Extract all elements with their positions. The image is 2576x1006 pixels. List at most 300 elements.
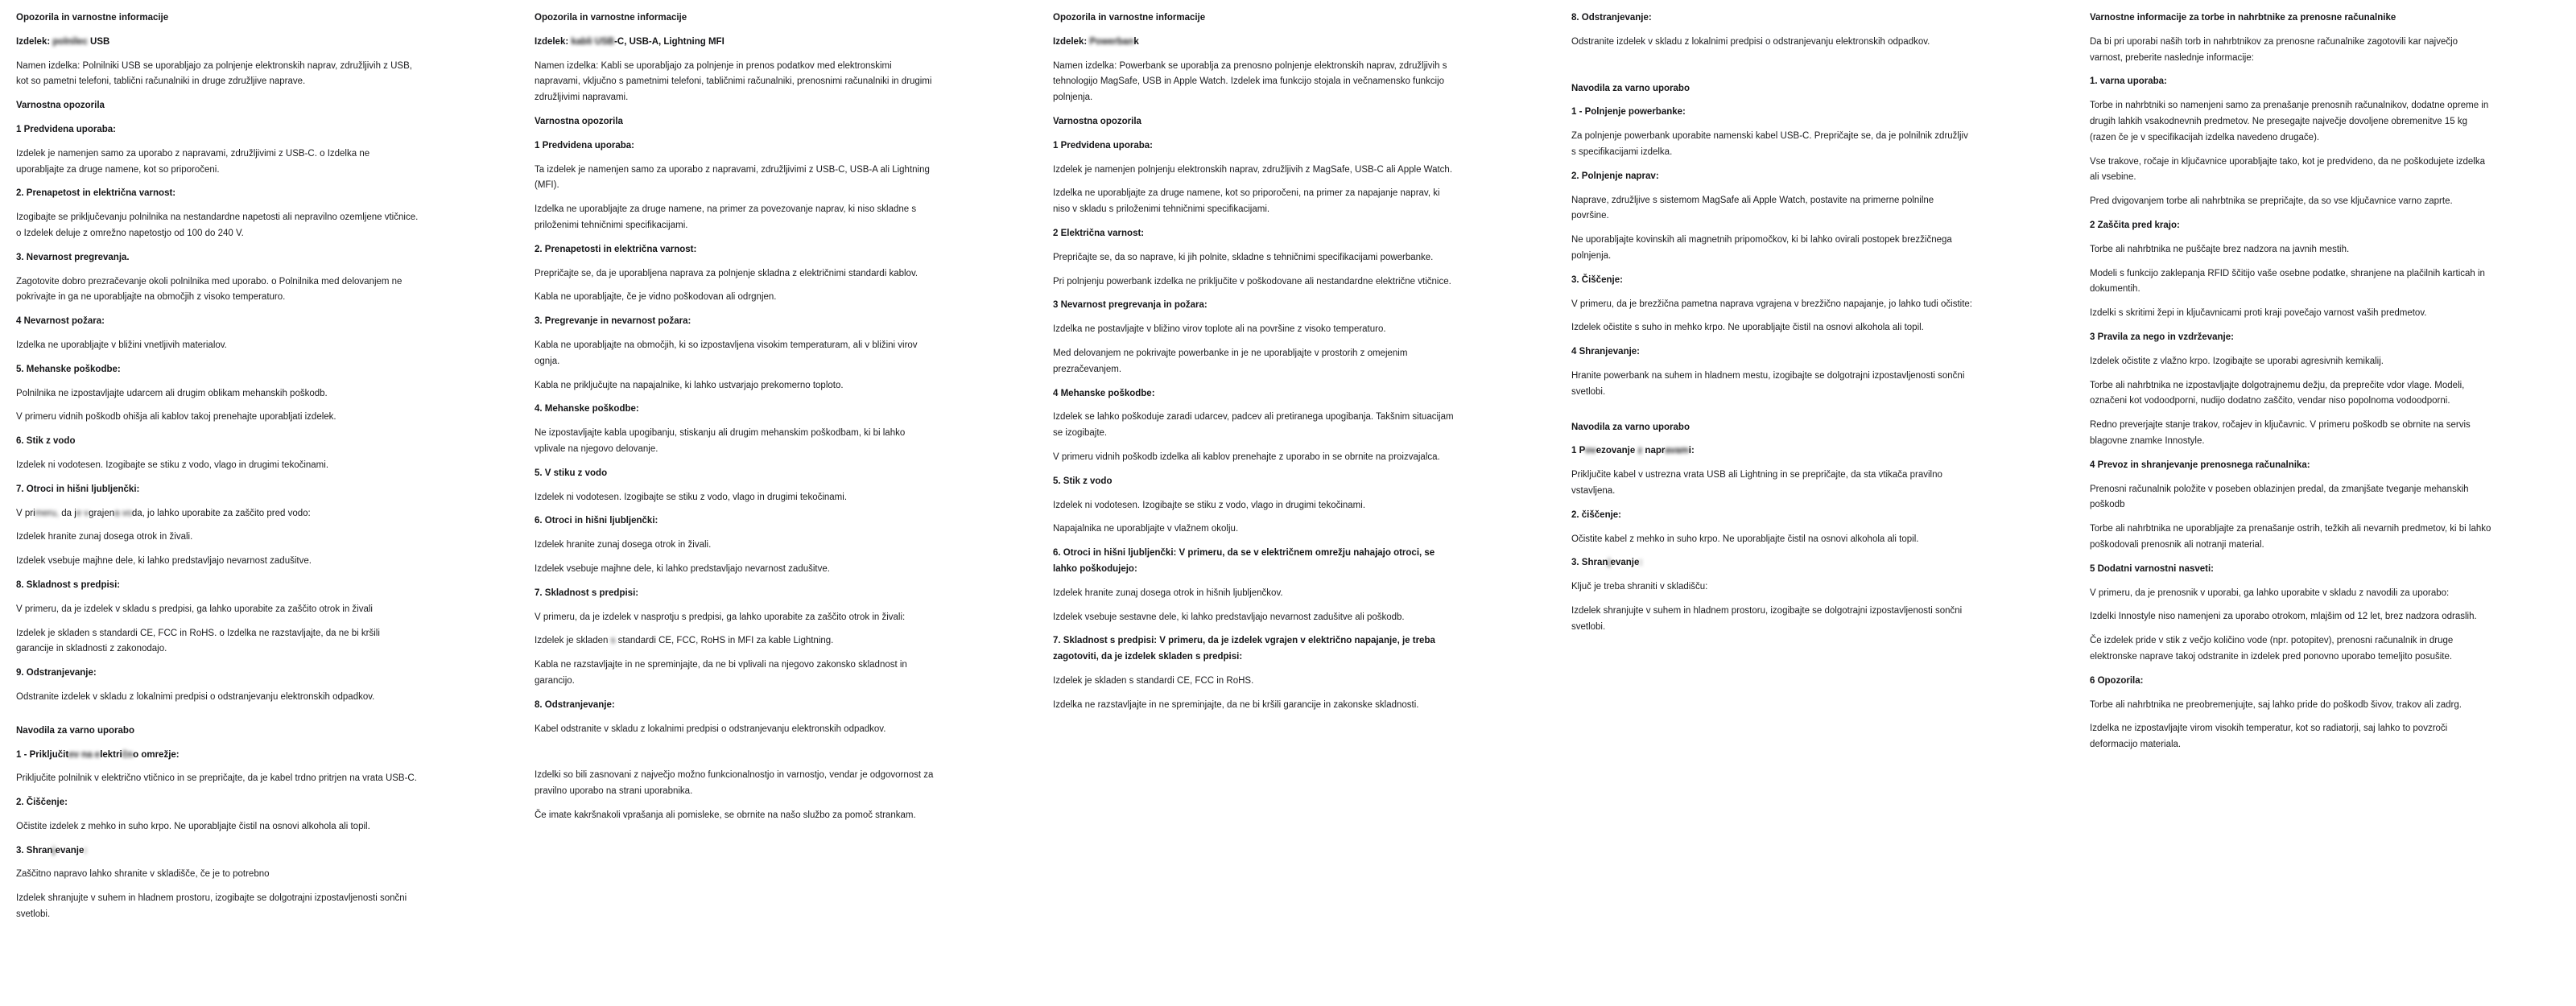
text-run: Ta izdelek je namenjen samo za uporabo z napravami, združljivimi z USB-C, USB-A ali Lightning (MFI). (535, 164, 930, 191)
text-run: Očistite izdelek z mehko in suho krpo. Ne uporabljajte čistil na osnovi alkohola ali topil. (16, 821, 370, 831)
paragraph (535, 722, 937, 738)
paragraph (16, 690, 419, 706)
paragraph (535, 610, 937, 626)
paragraph (2090, 242, 2492, 258)
text-run: Izdelek: (535, 36, 572, 47)
blurred-text: polnilec (52, 36, 88, 47)
text-run: -C, USB-A, Lightning MFI (614, 36, 724, 47)
section-heading (1053, 138, 1455, 155)
text-run: Izdelek očistite s suho in mehko krpo. Ne uporabljajte čistil na osnovi alkohola ali topil. (1571, 323, 1924, 333)
text-run: Izogibajte se priključevanju polnilnika na nestandardne napetosti ali nepravilno ozemljene vtičnice. o Izdelek deluje z omrežno napetostjo od 100 do 240 V. (16, 212, 419, 238)
paragraph (16, 410, 419, 426)
paragraph (1053, 498, 1455, 514)
section-heading (16, 122, 419, 138)
section-heading (16, 748, 419, 764)
text-run: Pri polnjenju powerbank izdelka ne priključite v poškodovane ali nestandardne električne vtičnice. (1053, 276, 1451, 287)
text-run: Izdelek hranite zunaj dosega otrok in hišnih ljubljenčkov. (1053, 588, 1283, 598)
text-run: 4 Shranjevanje: (1571, 347, 1641, 357)
paragraph (2090, 698, 2492, 714)
text-run: 3. Nevarnost pregrevanja. (16, 252, 130, 262)
paragraph (1571, 297, 1974, 313)
section-heading (535, 586, 937, 602)
text-run: Vse trakove, ročaje in ključavnice uporabljajte tako, kot je predvideno, da ne poškodujete izdelka ali vsebine. (2090, 156, 2485, 183)
text-run: Prepričajte se, da je uporabljena naprava za polnjenje skladna z električnimi standardi kablov. (535, 268, 919, 278)
section-heading (1571, 169, 1974, 185)
text-run: 2. Prenapetost in električna varnost: (16, 188, 176, 199)
text-run: V pri (16, 508, 35, 518)
text-run: 2. čiščenje: (1571, 509, 1622, 520)
text-run: grajen (89, 508, 115, 518)
blurred-text: avam (1665, 446, 1689, 456)
text-run: 8. Odstranjevanje: (1571, 13, 1652, 23)
text-run: 1 - Priključit (16, 749, 69, 760)
blurred-text: j (1608, 558, 1611, 568)
section-heading (535, 138, 937, 155)
text-run: Namen izdelka: Polnilniki USB se uporabljajo za polnjenje elektronskih naprav, združljivih z USB, kot so pametni telefoni, tablični računalniki in druge združljive naprave. (16, 60, 412, 87)
section-spacer (535, 745, 937, 768)
paragraph (535, 202, 937, 234)
paragraph (535, 490, 937, 506)
paragraph (2090, 586, 2492, 602)
text-run: Ne izpostavljajte kabla upogibanju, stiskanju ali drugim mehanskim poškodbam, ki bi lahko vplivale na njegovo delovanje. (535, 428, 906, 454)
section-heading (16, 666, 419, 682)
section-heading (2090, 10, 2492, 27)
text-run: Prepričajte se, da so naprave, ki jih polnite, skladne s tehničnimi specifikacijami powerbanke. (1053, 252, 1434, 262)
text-run: Izdelka ne uporabljajte za druge namene, na primer za povezovanje naprav, ki niso skladne s priloženimi tehničnimi specifikacijami. (535, 204, 917, 230)
paragraph (16, 554, 419, 570)
text-run: Varnostne informacije za torbe in nahrbtnike za prenosne računalnike (2090, 13, 2396, 23)
paragraph (2090, 721, 2492, 753)
paragraph (16, 602, 419, 618)
text-run: 1 Predvidena uporaba: (1053, 140, 1153, 150)
paragraph (16, 458, 419, 474)
text-run: Priključite kabel v ustrezna vrata USB ali Lightning in se prepričajte, da sta vtikača pravilno vstavljena. (1571, 470, 1942, 496)
paragraph (1053, 698, 1455, 714)
paragraph (1571, 233, 1974, 265)
paragraph (16, 891, 419, 923)
blurred-text: ev na e (68, 749, 101, 760)
section-heading (1571, 508, 1974, 524)
paragraph (2090, 418, 2492, 450)
text-run: 9. Odstranjevanje: (16, 668, 97, 678)
paragraph (535, 290, 937, 306)
text-run: Očistite kabel z mehko in suho krpo. Ne uporabljajte čistil na osnovi alkohola ali topil. (1571, 534, 1919, 544)
section-heading (1053, 226, 1455, 242)
text-run: Zaščitno napravo lahko shranite v skladišče, če je to potrebno (16, 869, 270, 880)
text-run: Izdelek shranjujte v suhem in hladnem prostoru, izogibajte se dolgotrajni izpostavljenosti sončni svetlobi. (16, 893, 407, 920)
blurred-text: : (1639, 558, 1643, 568)
paragraph (535, 59, 937, 106)
column-powerbank-instructions (1571, 10, 1974, 931)
paragraph (16, 626, 419, 658)
section-heading (1571, 344, 1974, 361)
section-heading (535, 402, 937, 418)
text-run: 8. Odstranjevanje: (535, 699, 615, 710)
section-heading (1053, 386, 1455, 402)
section-heading (1571, 81, 1974, 97)
text-run: Polnilnika ne izpostavljajte udarcem ali drugim oblikam mehanskih poškodb. (16, 388, 328, 398)
text-run: Namen izdelka: Kabli se uporabljajo za polnjenje in prenos podatkov med elektronskimi napravami, vključno s pametnimi telefoni, tabličnimi računalniki, prenosnimi računalniki in drugimi združljivimi napravami. (535, 60, 932, 103)
paragraph (1571, 532, 1974, 548)
section-heading (1571, 10, 1974, 27)
text-run: Hranite powerbank na suhem in hladnem mestu, izogibajte se dolgotrajni izpostavljenosti sončni svetlobi. (1571, 370, 1965, 397)
section-heading (16, 482, 419, 498)
section-heading (16, 250, 419, 266)
blurred-text: : (84, 845, 88, 856)
text-run: Torbe ali nahrbtnika ne puščajte brez nadzora na javnih mestih. (2090, 244, 2350, 254)
text-run: Izdelek je skladen s standardi CE, FCC in RoHS. (1053, 675, 1254, 686)
text-run: Navodila za varno uporabo (16, 725, 134, 736)
text-run: 2. Prenapetosti in električna varnost: (535, 244, 697, 254)
text-run: Izdelek hranite zunaj dosega otrok in živali. (16, 532, 193, 542)
text-run: Izdelka ne izpostavljajte virom visokih temperatur, kot so radiatorji, saj lahko to povzroči deformacijo materiala. (2090, 724, 2448, 750)
paragraph (1571, 193, 1974, 225)
text-run: i: (1688, 446, 1695, 456)
text-run: Izdelek: (16, 36, 53, 47)
text-run: Izdelek očistite z vlažno krpo. Izogibajte se uporabi agresivnih kemikalij. (2090, 356, 2384, 366)
text-run: 3. Pregrevanje in nevarnost požara: (535, 316, 691, 327)
blurred-text: čn (122, 749, 134, 760)
section-heading (16, 362, 419, 378)
section-heading (1053, 10, 1455, 27)
text-run: Izdelek ni vodotesen. Izogibajte se stiku z vodo, vlago in drugimi tekočinami. (16, 460, 329, 470)
section-heading (16, 314, 419, 330)
text-run: Napajalnika ne uporabljajte v vlažnem okolju. (1053, 524, 1239, 534)
section-heading (1053, 298, 1455, 314)
paragraph (2090, 35, 2492, 67)
text-run: Izdelki Innostyle niso namenjeni za uporabo otrokom, mlajšim od 12 let, brez nadzora odraslih. (2090, 612, 2477, 622)
text-run: Varnostna opozorila (1053, 116, 1141, 126)
text-run: 4 Mehanske poškodbe: (1053, 388, 1155, 398)
paragraph (16, 338, 419, 354)
text-run: standardi CE, FCC, RoHS in MFI za kable Lightning. (617, 636, 834, 646)
text-run: 5. Stik z vodo (1053, 476, 1113, 486)
text-run: Kabla ne uporabljajte, če je vidno poškodovan ali odrgnjen. (535, 292, 777, 303)
section-heading (16, 10, 419, 27)
section-heading (1053, 546, 1455, 578)
blurred-text: ov (1585, 446, 1596, 456)
text-run: 3. Shran (16, 845, 53, 856)
text-run: Namen izdelka: Powerbank se uporablja za prenosno polnjenje elektronskih naprav, združljivih s tehnologijo MagSafe, USB in Apple Watch. Izdelek ima funkcijo stojala in večnamensko funkcijo polnjenja. (1053, 60, 1447, 103)
text-run: 1 P (1571, 446, 1586, 456)
text-run: Izdelek shranjujte v suhem in hladnem prostoru, izogibajte se dolgotrajni izpostavljenosti sončni svetlobi. (1571, 605, 1963, 632)
paragraph (535, 538, 937, 554)
text-run: Navodila za varno uporabo (1571, 83, 1690, 93)
paragraph (1053, 163, 1455, 179)
blurred-text: Powerban (1089, 36, 1134, 47)
text-run: 4 Prevoz in shranjevanje prenosnega računalnika: (2090, 460, 2310, 470)
section-heading (1053, 474, 1455, 490)
text-run: Izdelek je namenjen samo za uporabo z napravami, združljivimi z USB-C. o Izdelka ne uporabljajte za druge namene, kot so priporočeni. (16, 148, 370, 175)
paragraph (1571, 35, 1974, 51)
paragraph (16, 59, 419, 91)
text-run: V primeru, da je prenosnik v uporabi, ga lahko uporabite v skladu z navodili za uporabo: (2090, 588, 2450, 598)
section-heading (535, 242, 937, 258)
section-heading (535, 513, 937, 530)
text-run: Izdelek je namenjen polnjenju elektronskih naprav, združljivih z MagSafe, USB-C ali Apple Watch. (1053, 164, 1453, 175)
text-run: Odstranite izdelek v skladu z lokalnimi predpisi o odstranjevanju elektronskih odpadkov. (16, 691, 375, 702)
section-heading (1571, 105, 1974, 121)
section-heading (2090, 74, 2492, 90)
column-usb-charger-warnings (16, 10, 419, 931)
text-run: Ne uporabljajte kovinskih ali magnetnih pripomočkov, ki bi lahko ovirali postopek brezžičnega polnjenja. (1571, 235, 1952, 261)
section-heading (16, 35, 419, 51)
paragraph (535, 808, 937, 824)
section-spacer (1571, 59, 1974, 81)
section-heading (16, 578, 419, 594)
text-run: Torbe in nahrbtniki so namenjeni samo za prenašanje prenosnih računalnikov, dodatne opreme in drugih lahkih vsakodnevnih predmetov. Ne presegajte največje dovoljene obremenitve 15 kg (razen če je v specifikacijah izdelka navedeno drugače). (2090, 101, 2489, 142)
text-run: 6. Stik z vodo (16, 436, 76, 447)
section-spacer (16, 714, 419, 724)
text-run: 6 Opozorila: (2090, 675, 2144, 686)
paragraph (16, 771, 419, 787)
section-heading (1053, 633, 1455, 666)
paragraph (535, 562, 937, 578)
text-run: 1 - Polnjenje powerbanke: (1571, 107, 1686, 118)
text-run: Priključite polnilnik v električno vtičnico in se prepričajte, da je kabel trdno pritrjen na vrata USB-C. (16, 773, 417, 784)
text-run: Navodila za varno uporabo (1571, 422, 1690, 432)
paragraph (1053, 346, 1455, 378)
text-run: Varnostna opozorila (535, 116, 623, 126)
paragraph (1053, 59, 1455, 106)
text-run: 7. Skladnost s predpisi: V primeru, da je izdelek vgrajen v električno napajanje, je treba zagotoviti, da je izdelek skladen s predpisi: (1053, 636, 1435, 662)
section-heading (16, 724, 419, 740)
text-run: 1 Predvidena uporaba: (16, 124, 116, 134)
column-cables-warnings (535, 10, 937, 931)
text-run: Izdelka ne postavljajte v bližino virov toplote ali na površine z visoko temperaturo. (1053, 324, 1386, 335)
paragraph (16, 146, 419, 179)
text-run: Če imate kakršnakoli vprašanja ali pomisleke, se obrnite na našo službo za pomoč strankam. (535, 810, 916, 820)
section-heading (16, 98, 419, 114)
text-run: V primeru vidnih poškodb ohišja ali kablov takoj prenehajte uporabljati izdelek. (16, 412, 336, 423)
paragraph (535, 163, 937, 195)
text-run: Opozorila in varnostne informacije (16, 13, 169, 23)
section-heading (2090, 458, 2492, 474)
section-heading (2090, 218, 2492, 234)
text-run: Izdelka ne uporabljajte za druge namene, kot so priporočeni, na primer za napajanje naprav, ki niso v skladu s priloženimi tehničnimi specifikacijami. (1053, 188, 1440, 215)
text-run: Izdelek ni vodotesen. Izogibajte se stiku z vodo, vlago in drugimi tekočinami. (1053, 500, 1366, 510)
text-run: Torbe ali nahrbtnika ne uporabljajte za prenašanje ostrih, težkih ali nevarnih predmetov, ki bi lahko poškodovali prenosnik ali notranji material. (2090, 524, 2491, 550)
section-spacer (1571, 409, 1974, 420)
text-run: Ključ je treba shraniti v skladišču: (1571, 582, 1708, 592)
text-run: Izdelek vsebuje majhne dele, ki lahko predstavljajo nevarnost zadušitve. (535, 563, 830, 574)
column-powerbank-warnings (1053, 10, 1455, 931)
paragraph (16, 386, 419, 402)
section-heading (16, 186, 419, 202)
text-run: 1 Predvidena uporaba: (535, 140, 634, 150)
text-run: evanje (55, 845, 85, 856)
text-run: Med delovanjem ne pokrivajte powerbanke in je ne uporabljajte v prostorih z omejenim prezračevanjem. (1053, 348, 1408, 374)
section-heading (535, 10, 937, 27)
paragraph (16, 506, 419, 522)
text-run: Izdelek: (1053, 36, 1090, 47)
text-run: Če izdelek pride v stik z večjo količino vode (npr. potopitev), prenosni računalnik in druge elektronske naprave takoj odstranite in izdelek pred ponovno uporabo temeljito posušite. (2090, 636, 2454, 662)
paragraph (2090, 155, 2492, 187)
text-run: Torbe ali nahrbtnika ne preobremenjujte, saj lahko pride do poškodb šivov, trakov ali zadrg. (2090, 699, 2462, 710)
text-run: 5. Mehanske poškodbe: (16, 364, 121, 374)
blurred-text: a vo (114, 508, 132, 518)
section-heading (535, 35, 937, 51)
text-run: 5. V stiku z vodo (535, 468, 608, 478)
section-heading (535, 114, 937, 130)
paragraph (1053, 250, 1455, 266)
paragraph (535, 266, 937, 282)
paragraph (1053, 410, 1455, 442)
text-run: Prenosni računalnik položite v poseben oblazinjen predal, da zmanjšate tveganje mehanskih poškodb (2090, 484, 2469, 510)
paragraph (2090, 354, 2492, 370)
text-run: 5 Dodatni varnostni nasveti: (2090, 563, 2215, 574)
paragraph (2090, 609, 2492, 625)
paragraph (1571, 369, 1974, 401)
paragraph (2090, 633, 2492, 666)
text-run: Izdelki so bili zasnovani z največjo možno funkcionalnostjo in varnostjo, vendar je odgovornost za pravilno uporabo na strani uporabnika. (535, 770, 934, 797)
text-run: Izdelek je skladen (535, 636, 609, 646)
paragraph (1571, 129, 1974, 161)
blurred-text: z (1637, 446, 1645, 456)
section-heading (1053, 35, 1455, 51)
section-heading (1053, 114, 1455, 130)
paragraph (1053, 186, 1455, 218)
text-run: Pred dvigovanjem torbe ali nahrbtnika se prepričajte, da so vse ključavnice varno zaprte. (2090, 196, 2453, 207)
section-heading (535, 466, 937, 482)
text-run: Opozorila in varnostne informacije (1053, 13, 1206, 23)
text-run: Izdelek se lahko poškoduje zaradi udarcev, padcev ali pretiranega upogibanja. Takšnim situacijam se izogibajte. (1053, 412, 1454, 439)
section-heading (16, 434, 419, 450)
text-run: 3 Pravila za nego in vzdrževanje: (2090, 332, 2234, 342)
paragraph (2090, 522, 2492, 554)
text-run: 7. Skladnost s predpisi: (535, 588, 639, 598)
paragraph (1571, 579, 1974, 596)
text-run: Opozorila in varnostne informacije (535, 13, 687, 23)
text-run: 4 Nevarnost požara: (16, 316, 105, 327)
text-run: Redno preverjajte stanje trakov, ročajev in ključavnic. V primeru poškodb se obrnite na servis blagovne znamke Innostyle. (2090, 420, 2471, 446)
paragraph (2090, 266, 2492, 299)
paragraph (535, 338, 937, 370)
paragraph (1053, 674, 1455, 690)
paragraph (1571, 320, 1974, 336)
blurred-text: e v (76, 508, 89, 518)
text-run: Modeli s funkcijo zaklepanja RFID ščitijo vaše osebne podatke, shranjene na plačilnih karticah in dokumentih. (2090, 268, 2485, 295)
paragraph (535, 633, 937, 649)
paragraph (535, 768, 937, 800)
paragraph (16, 819, 419, 835)
text-run: 2. Polnjenje naprav: (1571, 171, 1659, 181)
text-run: 3 Nevarnost pregrevanja in požara: (1053, 300, 1208, 311)
text-run: napr (1645, 446, 1666, 456)
section-heading (2090, 562, 2492, 578)
section-heading (1571, 420, 1974, 436)
paragraph (2090, 98, 2492, 146)
section-heading (535, 698, 937, 714)
text-run: Izdelek vsebuje sestavne dele, ki lahko predstavljajo nevarnost zadušitve ali poškodb. (1053, 612, 1405, 622)
paragraph (16, 867, 419, 883)
text-run: Izdelek hranite zunaj dosega otrok in živali. (535, 540, 712, 550)
text-run: 6. Otroci in hišni ljubljenčki: V primeru, da se v električnem omrežju nahajajo otroci, se lahko poškodujejo: (1053, 548, 1435, 574)
text-run: USB (87, 36, 110, 47)
paragraph (535, 658, 937, 690)
text-run: 4. Mehanske poškodbe: (535, 404, 639, 414)
text-run: V primeru, da je izdelek v nasprotju s predpisi, ga lahko uporabite za zaščito otrok in živali: (535, 612, 906, 622)
section-heading (16, 795, 419, 811)
text-run: Zagotovite dobro prezračevanje okoli polnilnika med uporabo. o Polnilnika med delovanjem ne pokrivajte in ga ne uporabljajte na območjih z visoko temperaturo. (16, 276, 402, 303)
section-heading (2090, 674, 2492, 690)
paragraph (2090, 378, 2492, 410)
section-heading (1571, 555, 1974, 571)
text-run: 6. Otroci in hišni ljubljenčki: (535, 516, 658, 526)
blurred-text: j (52, 845, 56, 856)
paragraph (2090, 306, 2492, 322)
paragraph (2090, 482, 2492, 514)
blurred-text: kabli USB (571, 36, 615, 47)
paragraph (1053, 322, 1455, 338)
text-run: 2 Električna varnost: (1053, 228, 1145, 238)
paragraph (1053, 522, 1455, 538)
text-run: ezovanje (1596, 446, 1638, 456)
paragraph (1053, 610, 1455, 626)
section-heading (16, 843, 419, 860)
paragraph (535, 426, 937, 458)
paragraph (16, 274, 419, 307)
text-run: 3. Čiščenje: (1571, 274, 1623, 285)
text-run: Izdelki s skritimi žepi in ključavnicami proti kraji povečajo varnost vaših predmetov. (2090, 308, 2427, 319)
text-run: Varnostna opozorila (16, 101, 105, 111)
text-run: 2 Zaščita pred krajo: (2090, 220, 2180, 230)
text-run: Izdelek vsebuje majhne dele, ki lahko predstavljajo nevarnost zadušitve. (16, 556, 312, 567)
blurred-text: meru, (35, 508, 62, 518)
text-run: da, jo lahko uporabite za zaščito pred vodo: (131, 508, 311, 518)
text-run: Kabla ne priključujte na napajalnike, ki lahko ustvarjajo prekomerno toploto. (535, 380, 844, 390)
paragraph (535, 378, 937, 394)
text-run: lektri (100, 749, 122, 760)
text-run: 8. Skladnost s predpisi: (16, 579, 121, 590)
blurred-text: s (608, 636, 618, 646)
text-run: 1. varna uporaba: (2090, 76, 2167, 87)
text-run: da j (61, 508, 76, 518)
section-heading (535, 314, 937, 330)
text-run: 7. Otroci in hišni ljubljenčki: (16, 484, 140, 494)
text-run: 2. Čiščenje: (16, 798, 68, 808)
text-run: k (1133, 36, 1139, 47)
text-run: Naprave, združljive s sistemom MagSafe ali Apple Watch, postavite na primerne polnilne površine. (1571, 195, 1934, 221)
column-laptop-bags-safety (2090, 10, 2492, 931)
text-run: Kabla ne uporabljajte na območjih, ki so izpostavljena visokim temperaturam, ali v bližini virov ognja. (535, 340, 918, 366)
paragraph (2090, 194, 2492, 210)
paragraph (16, 210, 419, 242)
text-run: Izdelek ni vodotesen. Izogibajte se stiku z vodo, vlago in drugimi tekočinami. (535, 492, 848, 502)
paragraph (1053, 450, 1455, 466)
text-run: Kabla ne razstavljajte in ne spreminjajte, da ne bi vplivali na njegovo zakonsko skladnost in garancijo. (535, 660, 907, 686)
section-heading (1571, 273, 1974, 289)
text-run: Izdelka ne razstavljajte in ne spreminjajte, da ne bi kršili garancije in zakonske skladnosti. (1053, 699, 1419, 710)
text-run: V primeru vidnih poškodb izdelka ali kablov prenehajte z uporabo in se obrnite na proizvajalca. (1053, 451, 1440, 462)
paragraph (1571, 604, 1974, 636)
text-run: Izdelka ne uporabljajte v bližini vnetljivih materialov. (16, 340, 227, 350)
text-run: Izdelek je skladen s standardi CE, FCC in RoHS. o Izdelka ne razstavljajte, da ne bi kršili garancije in skladnosti z zakonodajo. (16, 628, 380, 654)
text-run: evanje (1610, 558, 1640, 568)
text-run: Odstranite izdelek v skladu z lokalnimi predpisi o odstranjevanju elektronskih odpadkov. (1571, 36, 1930, 47)
text-run: Torbe ali nahrbtnika ne izpostavljajte dolgotrajnemu dežju, da preprečite vdor vlage. Modeli, označeni kot vodoodporni, nudijo dodatno zaščito, vendar niso popolnoma vodoodporni. (2090, 380, 2465, 406)
paragraph (1571, 468, 1974, 500)
paragraph (1053, 274, 1455, 291)
text-run: Kabel odstranite v skladu z lokalnimi predpisi o odstranjevanju elektronskih odpadkov. (535, 724, 886, 734)
paragraph (16, 530, 419, 546)
text-run: Da bi pri uporabi naših torb in nahrbtnikov za prenosne računalnike zagotovili kar največjo varnost, preberite naslednje informacije: (2090, 36, 2458, 63)
text-run: V primeru, da je izdelek v skladu s predpisi, ga lahko uporabite za zaščito otrok in živali (16, 604, 373, 614)
section-heading (1571, 443, 1974, 460)
section-heading (2090, 330, 2492, 346)
text-run: V primeru, da je brezžična pametna naprava vgrajena v brezžično napajanje, jo lahko tudi očistite: (1571, 299, 1972, 309)
text-run: 3. Shran (1571, 558, 1608, 568)
